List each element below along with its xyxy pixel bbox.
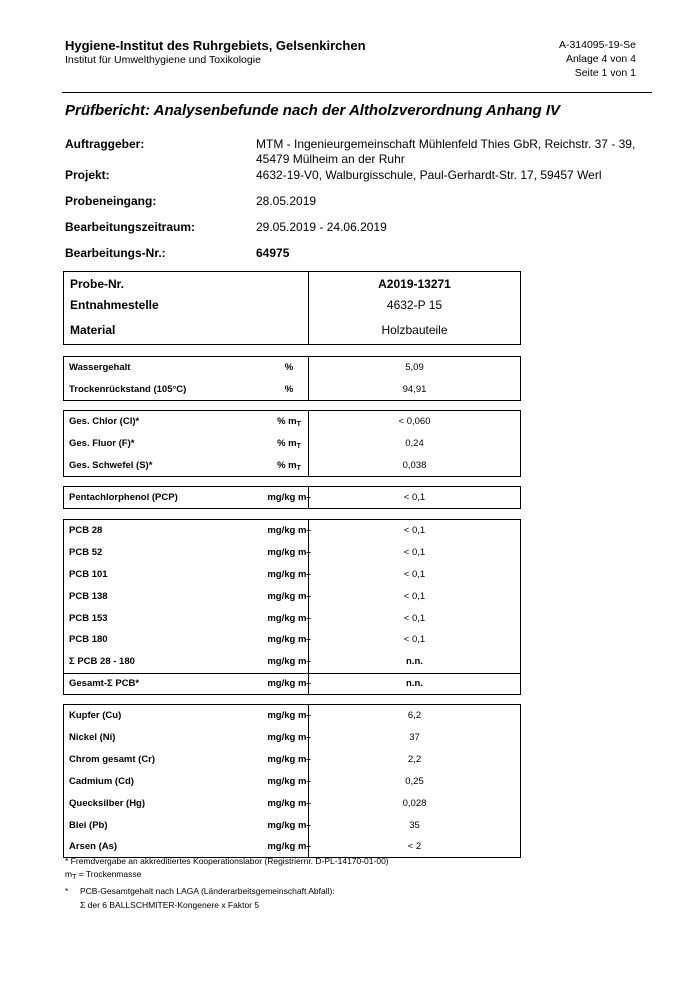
footnote-external-lab: * Fremdvergabe an akkreditiertes Kooperationslabor (Registriernr. D-PL-14170-01-00) bbox=[65, 856, 389, 866]
parameter-value: < 0,060 bbox=[398, 416, 431, 427]
result-row-pcb-153 bbox=[64, 608, 520, 630]
footnote-pcb-line-1: PCB-Gesamtgehalt nach LAGA (Länderarbeitsgemeinschaft Abfall): bbox=[80, 886, 335, 896]
result-row-ges-chlor-cl bbox=[64, 411, 520, 433]
parameter-name: Ges. Fluor (F)* bbox=[69, 438, 135, 449]
reference-number: A-314095-19-Se bbox=[558, 39, 636, 51]
parameter-name: Ges. Schwefel (S)* bbox=[69, 460, 153, 471]
client-line-2: 45479 Mülheim an der Ruhr bbox=[256, 152, 405, 166]
sampling-point-label: Entnahmestelle bbox=[70, 298, 159, 312]
result-row-cadmium-cd bbox=[64, 771, 520, 793]
unit-subscript: T bbox=[306, 781, 311, 788]
attachment-number: Anlage 4 von 4 bbox=[565, 53, 636, 65]
project-value: 4632-19-V0, Walburgisschule, Paul-Gerhardt-Str. 17, 59457 Werl bbox=[256, 168, 602, 182]
result-row-pcb-138 bbox=[64, 586, 520, 608]
result-row-wassergehalt bbox=[64, 357, 520, 379]
unit-subscript: T bbox=[306, 530, 311, 537]
processing-period-value: 29.05.2019 - 24.06.2019 bbox=[256, 220, 387, 234]
unit-text: mg/kg m bbox=[267, 798, 307, 809]
unit-subscript: T bbox=[296, 443, 301, 450]
parameter-name: PCB 52 bbox=[69, 547, 103, 558]
result-row-blei-pb bbox=[64, 815, 520, 837]
unit-subscript: T bbox=[306, 803, 311, 810]
unit-subscript: T bbox=[306, 639, 311, 646]
parameter-name: Pentachlorphenol (PCP) bbox=[69, 492, 178, 503]
footnote-dry-mass bbox=[65, 869, 141, 881]
unit-text: mg/kg m bbox=[267, 656, 307, 667]
unit-text: mg/kg m bbox=[267, 841, 307, 852]
unit-text: % m bbox=[277, 438, 297, 449]
unit-text: % bbox=[284, 362, 294, 373]
parameter-value: < 0,1 bbox=[403, 613, 426, 624]
parameter-name: Kupfer (Cu) bbox=[69, 710, 122, 721]
sampling-point-value: 4632-P 15 bbox=[386, 298, 443, 312]
parameter-value: 2,2 bbox=[407, 754, 422, 765]
unit-subscript: T bbox=[306, 737, 311, 744]
unit-text: mg/kg m bbox=[267, 678, 307, 689]
parameter-value: n.n. bbox=[406, 678, 423, 689]
parameter-name: Gesamt-Σ PCB* bbox=[69, 678, 140, 689]
sample-info-table bbox=[63, 271, 521, 345]
parameter-name: Chrom gesamt (Cr) bbox=[69, 754, 156, 765]
result-row-ges-schwefel-s bbox=[64, 455, 520, 477]
unit-text: mg/kg m bbox=[267, 547, 307, 558]
parameter-value: < 0,1 bbox=[403, 547, 426, 558]
halogens-table bbox=[63, 410, 521, 477]
result-row-kupfer-cu bbox=[64, 705, 520, 727]
header-divider bbox=[62, 92, 652, 93]
sample-number-label: Probe-Nr. bbox=[70, 277, 125, 291]
result-row-pcb-28-180 bbox=[64, 651, 520, 673]
page-number: Seite 1 von 1 bbox=[574, 67, 636, 79]
result-row-ges-fluor-f bbox=[64, 433, 520, 455]
parameter-name: Σ PCB 28 - 180 bbox=[69, 656, 135, 667]
unit-subscript: T bbox=[306, 759, 311, 766]
result-row-trockenr-ckstand-105-c bbox=[64, 379, 520, 401]
unit-text: mg/kg m bbox=[267, 525, 307, 536]
result-row-quecksilber-hg bbox=[64, 793, 520, 815]
parameter-value: 37 bbox=[409, 732, 420, 743]
unit-text: mg/kg m bbox=[267, 710, 307, 721]
unit-subscript: T bbox=[306, 596, 311, 603]
unit-text: % bbox=[284, 384, 294, 395]
parameter-value: 5,09 bbox=[405, 362, 424, 373]
water-content-table bbox=[63, 356, 521, 401]
processing-period-label: Bearbeitungszeitraum: bbox=[65, 220, 196, 234]
parameter-value: < 0,1 bbox=[403, 634, 426, 645]
result-row-pcb-101 bbox=[64, 564, 520, 586]
parameter-value: < 0,1 bbox=[403, 591, 426, 602]
parameter-value: 0,25 bbox=[405, 776, 424, 787]
parameter-name: PCB 180 bbox=[69, 634, 108, 645]
parameter-name: PCB 153 bbox=[69, 613, 108, 624]
parameter-name: Wassergehalt bbox=[69, 362, 131, 373]
institute-name: Hygiene-Institut des Ruhrgebiets, Gelsenkirchen bbox=[65, 38, 366, 53]
processing-number-label: Bearbeitungs-Nr.: bbox=[65, 246, 166, 260]
unit-subscript: T bbox=[306, 846, 311, 853]
unit-text: mg/kg m bbox=[267, 613, 307, 624]
report-title: Prüfbericht: Analysenbefunde nach der Altholzverordnung Anhang IV bbox=[65, 102, 561, 119]
unit-subscript: T bbox=[296, 421, 301, 428]
result-row-chrom-gesamt-cr bbox=[64, 749, 520, 771]
parameter-value: < 0,1 bbox=[403, 492, 426, 503]
parameter-name: Nickel (Ni) bbox=[69, 732, 116, 743]
parameter-name: Ges. Chlor (Cl)* bbox=[69, 416, 140, 427]
project-label: Projekt: bbox=[65, 168, 110, 182]
parameter-value: < 0,1 bbox=[403, 569, 426, 580]
processing-number-value: 64975 bbox=[256, 246, 290, 260]
unit-text: mg/kg m bbox=[267, 754, 307, 765]
result-row-nickel-ni bbox=[64, 727, 520, 749]
material-value: Holzbauteile bbox=[381, 323, 448, 337]
parameter-value: 0,028 bbox=[402, 798, 427, 809]
parameter-name: PCB 28 bbox=[69, 525, 103, 536]
pcb-table bbox=[63, 519, 521, 695]
footnote-pcb-line-2: Σ der 6 BALLSCHMITER-Kongenere x Faktor 5 bbox=[80, 900, 260, 910]
result-row-pcb-28 bbox=[64, 520, 520, 542]
heavy-metals-table bbox=[63, 704, 521, 858]
parameter-name: Trockenrückstand (105°C) bbox=[69, 384, 187, 395]
result-row-gesamt-pcb bbox=[64, 673, 520, 695]
unit-text: mg/kg m bbox=[267, 591, 307, 602]
unit-text: mg/kg m bbox=[267, 732, 307, 743]
unit-subscript: T bbox=[306, 661, 311, 668]
unit-text: % m bbox=[277, 460, 297, 471]
footnote-pcb-star: * bbox=[65, 886, 69, 896]
dry-mass-subscript: T bbox=[72, 874, 77, 881]
parameter-name: PCB 138 bbox=[69, 591, 108, 602]
unit-subscript: T bbox=[306, 552, 311, 559]
parameter-value: 0,038 bbox=[402, 460, 427, 471]
unit-subscript: T bbox=[306, 683, 311, 690]
result-row-pcb-52 bbox=[64, 542, 520, 564]
sampling-point-row bbox=[64, 294, 520, 316]
unit-subscript: T bbox=[306, 715, 311, 722]
parameter-name: Quecksilber (Hg) bbox=[69, 798, 146, 809]
unit-subscript: T bbox=[306, 825, 311, 832]
parameter-name: PCB 101 bbox=[69, 569, 108, 580]
result-row-arsen-as bbox=[64, 836, 520, 858]
client-label: Auftraggeber: bbox=[65, 137, 145, 151]
material-row bbox=[64, 319, 520, 341]
parameter-value: 0,24 bbox=[405, 438, 424, 449]
unit-subscript: T bbox=[306, 497, 311, 504]
parameter-value: 94,91 bbox=[402, 384, 427, 395]
unit-text: mg/kg m bbox=[267, 776, 307, 787]
unit-text: mg/kg m bbox=[267, 634, 307, 645]
sample-number-value: A2019-13271 bbox=[378, 277, 451, 291]
material-label: Material bbox=[70, 323, 116, 337]
unit-subscript: T bbox=[306, 618, 311, 625]
pcp-table bbox=[63, 486, 521, 509]
unit-subscript: T bbox=[306, 574, 311, 581]
parameter-value: n.n. bbox=[406, 656, 423, 667]
parameter-name: Cadmium (Cd) bbox=[69, 776, 134, 787]
unit-text: mg/kg m bbox=[267, 492, 307, 503]
parameter-name: Blei (Pb) bbox=[69, 820, 108, 831]
department-name: Institut für Umwelthygiene und Toxikologie bbox=[65, 54, 261, 66]
document-reference bbox=[559, 38, 636, 80]
parameter-name: Arsen (As) bbox=[69, 841, 118, 852]
result-row-pentachlorphenol-pcp bbox=[64, 487, 520, 509]
dry-mass-text: = Trockenmasse bbox=[76, 869, 142, 879]
unit-subscript: T bbox=[296, 465, 301, 472]
dry-mass-symbol: m bbox=[65, 869, 73, 879]
unit-text: mg/kg m bbox=[267, 820, 307, 831]
parameter-value: 6,2 bbox=[407, 710, 422, 721]
unit-text: % m bbox=[277, 416, 297, 427]
sample-receipt-label: Probeneingang: bbox=[65, 194, 157, 208]
parameter-value: < 0,1 bbox=[403, 525, 426, 536]
result-row-pcb-180 bbox=[64, 629, 520, 651]
client-value bbox=[256, 137, 651, 167]
sample-receipt-value: 28.05.2019 bbox=[256, 194, 317, 208]
sample-number-row bbox=[64, 273, 520, 295]
parameter-value: 35 bbox=[409, 820, 420, 831]
unit-text: mg/kg m bbox=[267, 569, 307, 580]
parameter-value: < 2 bbox=[407, 841, 422, 852]
client-line-1: MTM - Ingenieurgemeinschaft Mühlenfeld Thies GbR, Reichstr. 37 - 39, bbox=[256, 137, 636, 151]
